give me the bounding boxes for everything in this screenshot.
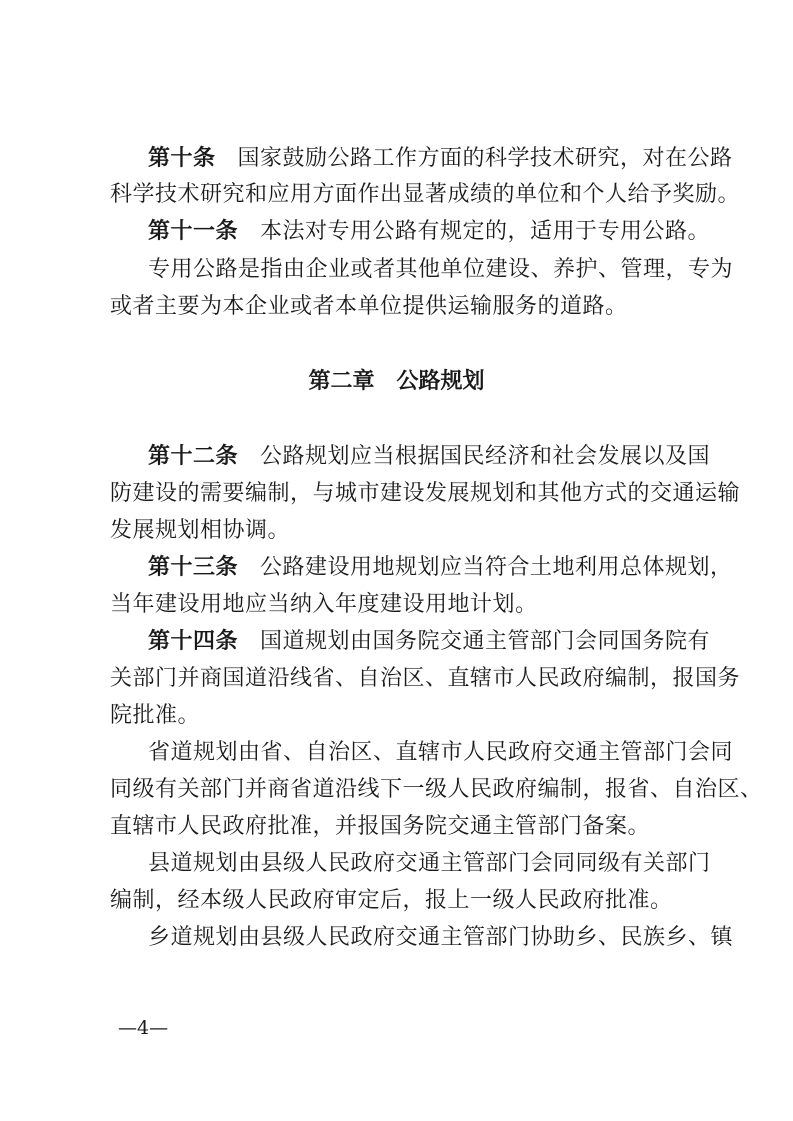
article-10-line-1 (148, 144, 733, 174)
article-10-text-1: 国家鼓励公路工作方面的科学技术研究，对在公路 (237, 146, 733, 171)
article-14-p2-line-3: 直辖市人民政府批准，并报国务院交通主管部门备案。 (110, 814, 651, 839)
article-14-line-3: 院批准。 (110, 703, 201, 728)
article-13-label: 第十三条 (148, 555, 239, 580)
article-11-text-1: 本法对专用公路有规定的，适用于专用公路。 (260, 219, 711, 244)
article-13-text-1: 公路建设用地规划应当符合土地利用总体规划， (260, 555, 733, 580)
article-12-label: 第十二条 (148, 444, 239, 469)
article-12-text-1: 公路规划应当根据国民经济和社会发展以及国 (260, 444, 711, 469)
article-14-p2-line-2: 同级有关部门并商省道沿线下一级人民政府编制，报省、自治区、 (110, 777, 763, 802)
article-10-label: 第十条 (148, 146, 216, 171)
chapter-title: 公路规划 (396, 369, 485, 394)
article-12-line-3: 发展规划相协调。 (110, 518, 291, 543)
article-14-p2-line-1: 省道规划由省、自治区、直辖市人民政府交通主管部门会同 (148, 740, 734, 765)
article-14-p4-line-1: 乡道规划由县级人民政府交通主管部门协助乡、民族乡、镇 (148, 925, 734, 950)
article-12-line-2: 防建设的需要编制，与城市建设发展规划和其他方式的交通运输 (110, 481, 741, 506)
chapter-number: 第二章 (308, 369, 375, 394)
article-11-p2-line-2: 或者主要为本企业或者本单位提供运输服务的道路。 (110, 294, 628, 319)
article-14-p3-line-2: 编制，经本级人民政府审定后，报上一级人民政府批准。 (110, 888, 673, 913)
article-13-line-1 (148, 553, 733, 583)
article-10-line-2: 科学技术研究和应用方面作出显著成绩的单位和个人给予奖励。 (110, 182, 741, 207)
article-14-line-2: 关部门并商国道沿线省、自治区、直辖市人民政府编制，报国务 (110, 666, 741, 691)
article-14-line-1 (148, 627, 711, 657)
article-11-line-1 (148, 217, 711, 247)
article-12-line-1 (148, 442, 711, 472)
article-11-p2-line-1: 专用公路是指由企业或者其他单位建设、养护、管理，专为 (148, 257, 734, 282)
article-14-text-1: 国道规划由国务院交通主管部门会同国务院有 (260, 629, 711, 654)
article-11-label: 第十一条 (148, 219, 239, 244)
article-14-label: 第十四条 (148, 629, 239, 654)
article-13-line-2: 当年建设用地应当纳入年度建设用地计划。 (110, 592, 538, 617)
chapter-heading (0, 367, 793, 397)
article-14-p3-line-1: 县道规划由县级人民政府交通主管部门会同同级有关部门 (148, 851, 711, 876)
page-number: —4— (118, 1017, 169, 1039)
